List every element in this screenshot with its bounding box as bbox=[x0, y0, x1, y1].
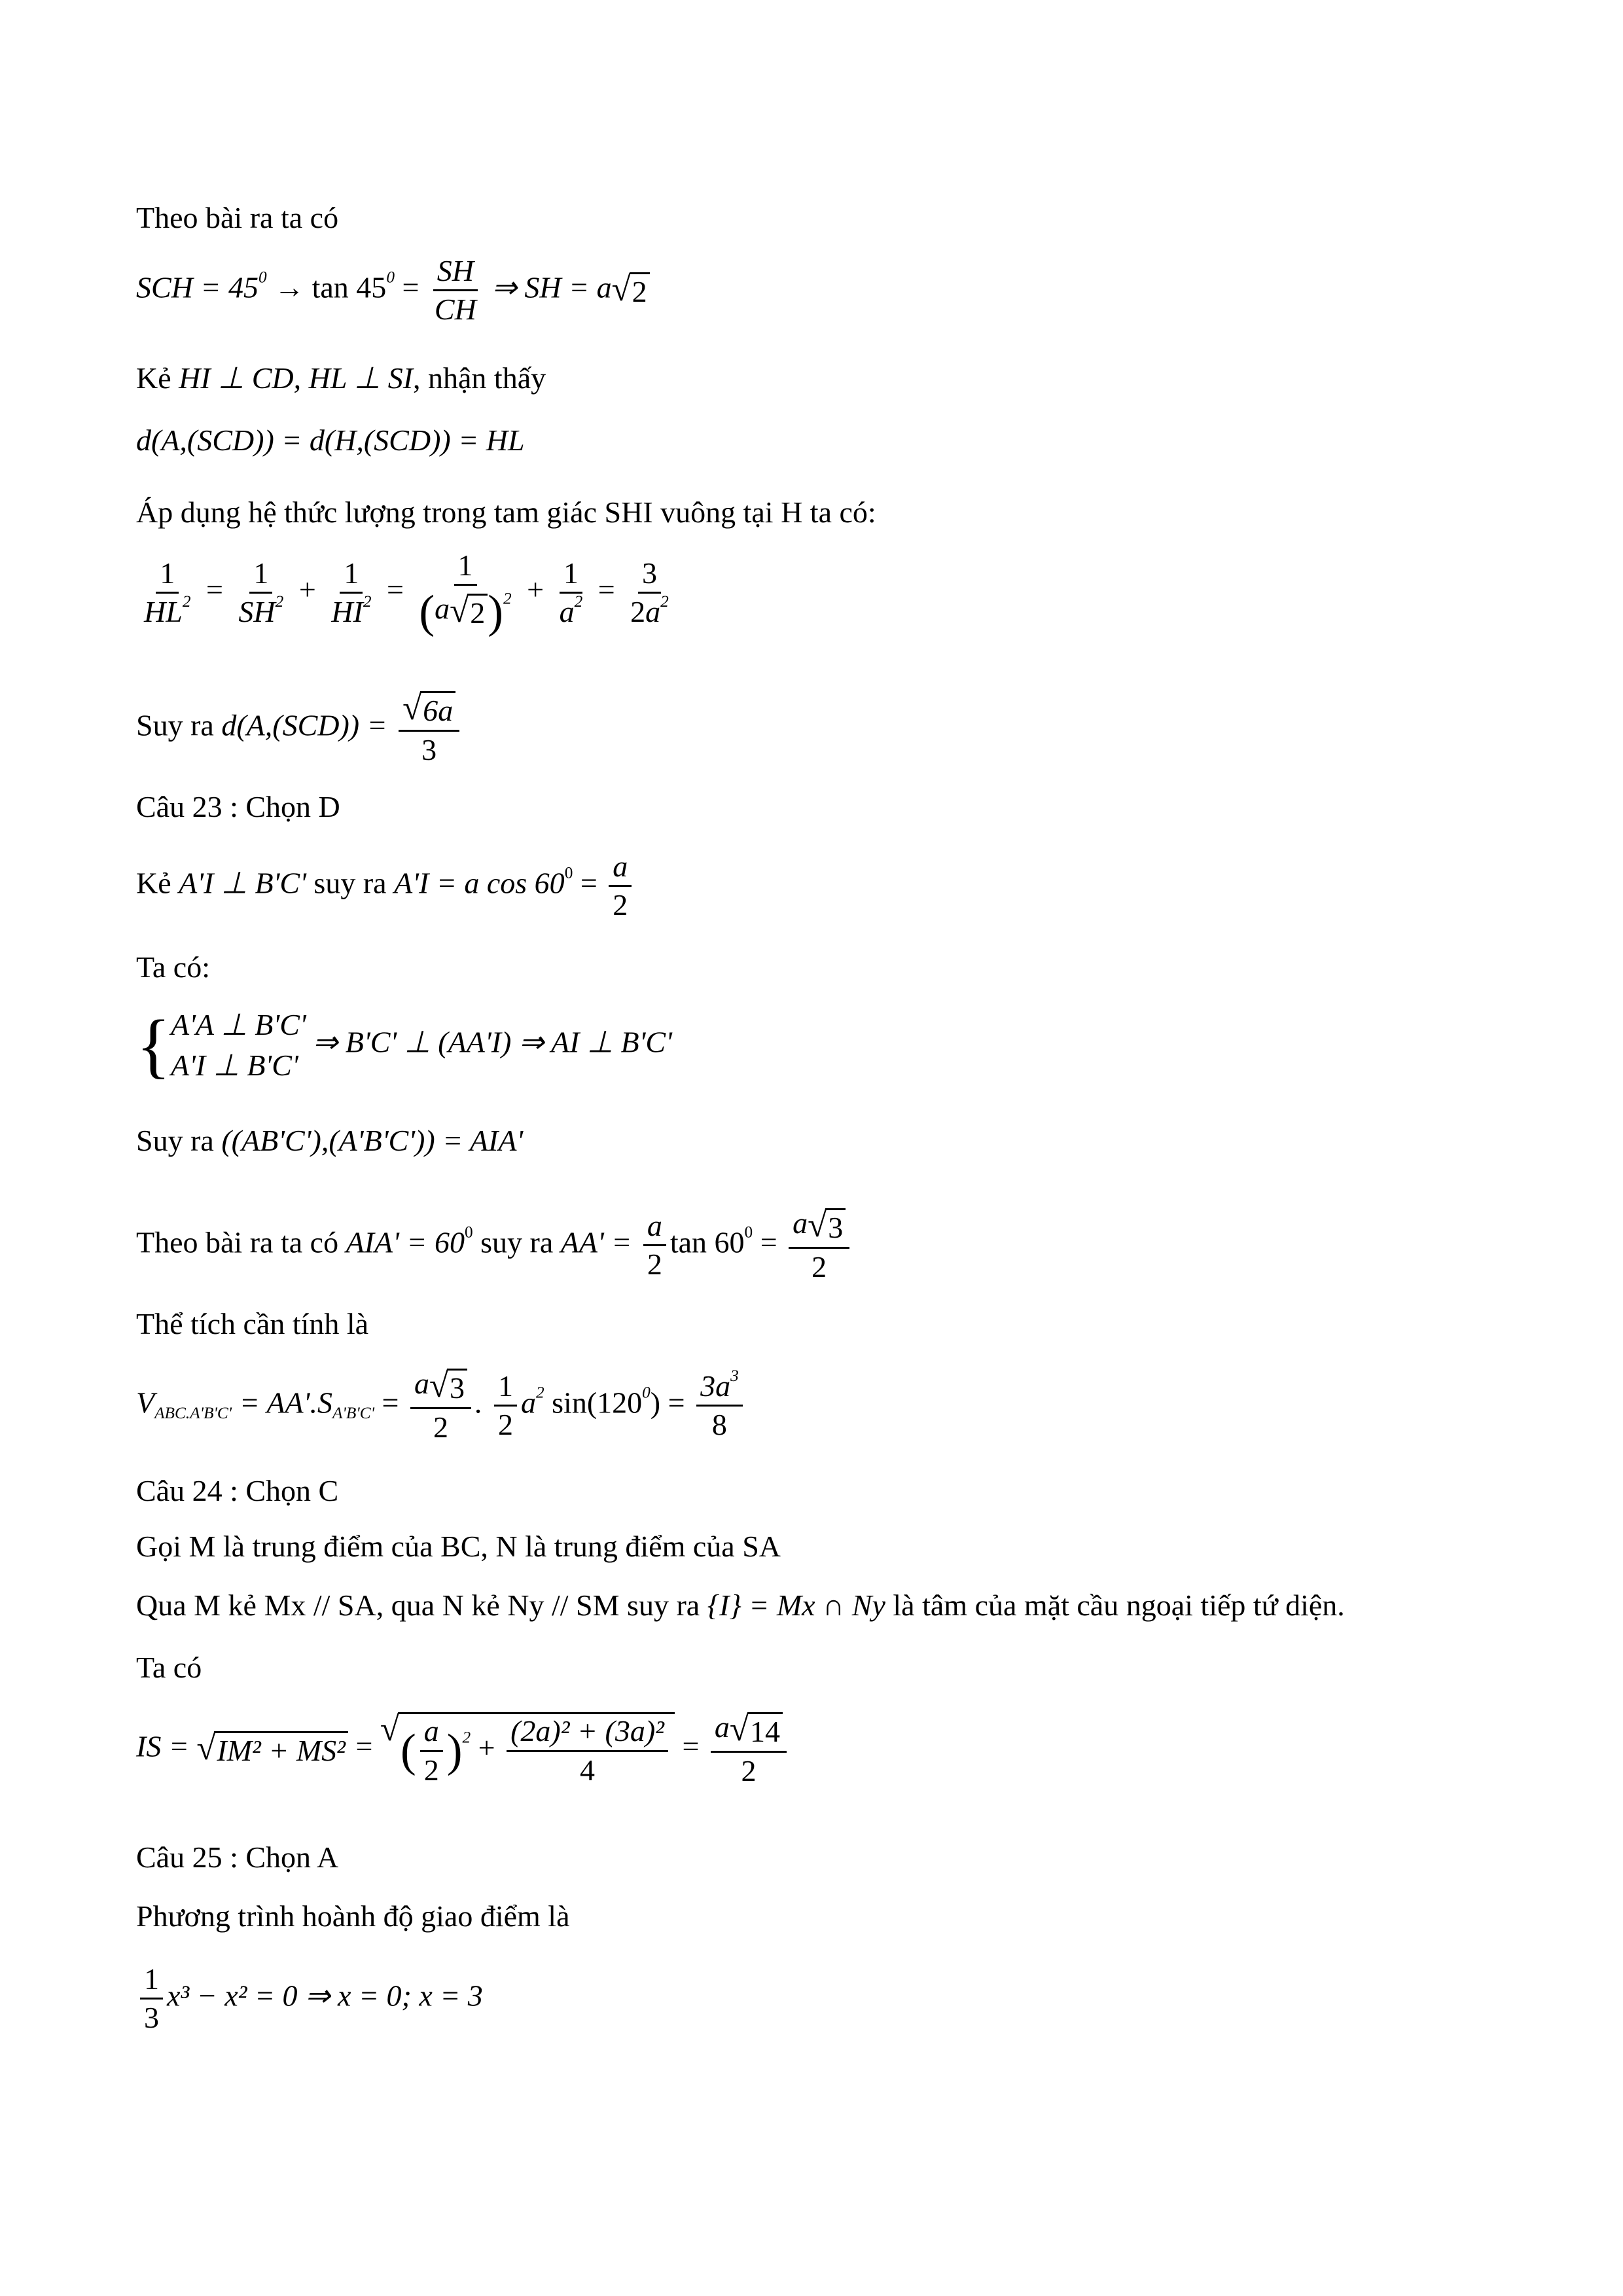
math-sub: ABC.A'B'C' bbox=[154, 1404, 232, 1423]
fraction: a √ 14 2 bbox=[711, 1712, 787, 1787]
fraction-den: 2 bbox=[613, 888, 628, 922]
question-heading: Câu 25 : Chọn A bbox=[136, 1840, 339, 1874]
math-sub: A'B'C' bbox=[332, 1404, 374, 1423]
fraction: a √ 3 2 bbox=[410, 1368, 471, 1444]
math-text: IS = bbox=[136, 1729, 189, 1763]
math-text: d(A,(SCD)) = bbox=[221, 708, 387, 742]
fraction: $\frac{1}{HI^2}$ bbox=[331, 556, 372, 628]
math-text: SCH = 45 bbox=[136, 270, 259, 304]
equation-distance: d(A,(SCD)) = d(H,(SCD)) = HL bbox=[136, 423, 525, 457]
math-text: tan 60 bbox=[669, 1225, 745, 1259]
text-line: Phương trình hoành độ giao điểm là bbox=[136, 1899, 570, 1933]
fraction: $\frac{1}{2}$ bbox=[494, 1371, 517, 1441]
fraction bbox=[431, 255, 480, 326]
text: suy ra bbox=[313, 866, 387, 900]
system-row: A'A ⊥ B'C' bbox=[171, 1008, 306, 1041]
system-row: A'I ⊥ B'C' bbox=[171, 1049, 298, 1083]
text-line: Thể tích cần tính là bbox=[136, 1307, 369, 1340]
fraction: $\frac{1}{3}$ bbox=[140, 1964, 163, 2034]
math-text: {I} = Mx ∩ Ny bbox=[707, 1588, 885, 1622]
math-text: x³ − x² = 0 ⇒ x = 0; x = 3 bbox=[167, 1979, 483, 2013]
equation-is: IS = √ IM² + MS² = √ ( $\frac{a}{2}$ )$^2$ + $\frac{\text{(2a)² + (3a)²}}{4}$ = a √ 14 2 bbox=[136, 1712, 791, 1787]
math-text: ⇒ SH = a bbox=[491, 270, 612, 304]
sqrt: √ 2 bbox=[612, 272, 650, 309]
equation-intersection bbox=[136, 1964, 483, 2034]
text-line: Áp dụng hệ thức lượng trong tam giác SHI vuông tại H ta có: bbox=[136, 495, 876, 529]
text: Kẻ bbox=[136, 866, 171, 900]
text-line bbox=[136, 1126, 523, 1156]
text: Theo bài ra ta có bbox=[136, 1225, 339, 1259]
fraction: $\frac{1}{a^2}$ bbox=[559, 556, 583, 628]
math-text: AA' = bbox=[560, 1225, 632, 1259]
question-heading: Câu 23 : Chọn D bbox=[136, 790, 340, 823]
fraction: $\frac{3a^3}{8}$ bbox=[696, 1371, 743, 1441]
fraction: a √ 3 2 bbox=[789, 1208, 849, 1283]
equation-system: { A'A ⊥ B'C' A'I ⊥ B'C' ⇒ B'C' ⊥ (AA'I) ⇒ AI ⊥ B'C' bbox=[136, 1005, 672, 1085]
sqrt-body: 14 bbox=[747, 1712, 783, 1749]
fraction: $\frac{a}{2}$ bbox=[643, 1210, 666, 1281]
fraction-den: 4 bbox=[580, 1753, 596, 1787]
math-text: A'I ⊥ B'C' bbox=[179, 866, 306, 900]
math-text: sin(120 bbox=[552, 1386, 643, 1420]
sqrt-body: 2 bbox=[630, 272, 650, 309]
text: là tâm của mặt cầu ngoại tiếp tứ diện. bbox=[893, 1588, 1345, 1622]
text: Qua M kẻ Mx // SA, qua N kẻ Ny // SM suy ra bbox=[136, 1588, 700, 1622]
sqrt-body: 3 bbox=[825, 1208, 846, 1245]
fraction-den: 8 bbox=[711, 1408, 727, 1442]
fraction-den: 3 bbox=[421, 733, 437, 767]
text-line: Kẻ A'I ⊥ B'C' suy ra A'I = a $\cos 60^0$ = $\frac{a}{2}$ bbox=[136, 851, 635, 922]
equation-sch: SCH = $45^0 \to \tan 45^0$ = $\frac{SH}{CH}$ ⇒ SH = a √ 2 bbox=[136, 255, 650, 326]
sqrt-body: IM² + MS² bbox=[214, 1731, 348, 1768]
math-text: AIA' = 60 bbox=[346, 1225, 465, 1259]
math-sup: 0 bbox=[258, 268, 267, 287]
fraction bbox=[609, 851, 632, 922]
sqrt: √ ( $\frac{a}{2}$ )$^2$ + $\frac{\text{(2a)² + (3a)²}}{4}$ bbox=[380, 1712, 675, 1786]
math-text: ⇒ B'C' ⊥ (AA'I) ⇒ AI ⊥ B'C' bbox=[312, 1025, 672, 1059]
text-line: Ta có: bbox=[136, 950, 211, 984]
text-line bbox=[136, 1590, 1345, 1621]
sqrt: √ IM² + MS² bbox=[196, 1731, 348, 1768]
text-line: Gọi M là trung điểm của BC, N là trung điểm của SA bbox=[136, 1530, 781, 1563]
fraction: $\frac{3}{2a^2}$ bbox=[630, 556, 669, 628]
math-text: A'I = a cos 60 bbox=[394, 866, 565, 900]
math-sup: 0 bbox=[386, 268, 395, 287]
math-text: V bbox=[136, 1386, 155, 1420]
fraction-num: SH bbox=[433, 255, 478, 291]
sqrt-body: 6a bbox=[420, 691, 455, 728]
text-line: Ta có bbox=[136, 1651, 202, 1684]
math-text: → tan 45 bbox=[274, 270, 387, 304]
fraction: $\frac{1}{SH^2}$ bbox=[238, 556, 284, 628]
text-line bbox=[136, 691, 463, 766]
fraction: √ 6a 3 bbox=[399, 691, 459, 766]
math-text: = AA'.S bbox=[239, 1386, 332, 1420]
fraction-den: CH bbox=[434, 293, 476, 327]
text: Kẻ bbox=[136, 361, 171, 395]
text: Suy ra bbox=[136, 708, 214, 742]
fraction-num: (2a)² + (3a)² bbox=[507, 1715, 668, 1751]
text-line: Theo bài ra ta có bbox=[136, 201, 339, 234]
fraction-num: a bbox=[609, 851, 632, 887]
equation-volume: $V_{ABC.A'B'C'} = AA'.S_{A'B'C'}$ = a √ 3 2 . $\frac{1}{2}$ $a^2$ $\sin(120^0)$ = $\frac{3a^3}{8}$ bbox=[136, 1368, 747, 1444]
equation-hl: $\frac{1}{HL^2}$ = $\frac{1}{SH^2}$ + $\frac{1}{HI^2}$ = 1 (a √ 2 )$^2$ + $\frac{1}{a^2}$ = $\frac{3}{2a^2}$ bbox=[136, 550, 677, 636]
text: , nhận thấy bbox=[413, 361, 546, 395]
text: Suy ra bbox=[136, 1124, 214, 1157]
question-heading: Câu 24 : Chọn C bbox=[136, 1474, 339, 1507]
fraction-num: 3a bbox=[700, 1369, 731, 1403]
fraction: 1 (a √ 2 )$^2$ bbox=[419, 548, 512, 638]
fraction: $\frac{1}{HL^2}$ bbox=[144, 556, 191, 628]
math-text: ((AB'C'),(A'B'C')) = AIA' bbox=[221, 1124, 524, 1157]
text: suy ra bbox=[480, 1225, 554, 1259]
text-line: Theo bài ra ta có $AIA' = 60^0$ suy ra AA' = $\frac{a}{2}$ $\tan 60^0$ = a √ 3 2 bbox=[136, 1208, 853, 1283]
math-text: HI ⊥ CD, HL ⊥ SI bbox=[179, 361, 414, 395]
text-line bbox=[136, 363, 546, 393]
